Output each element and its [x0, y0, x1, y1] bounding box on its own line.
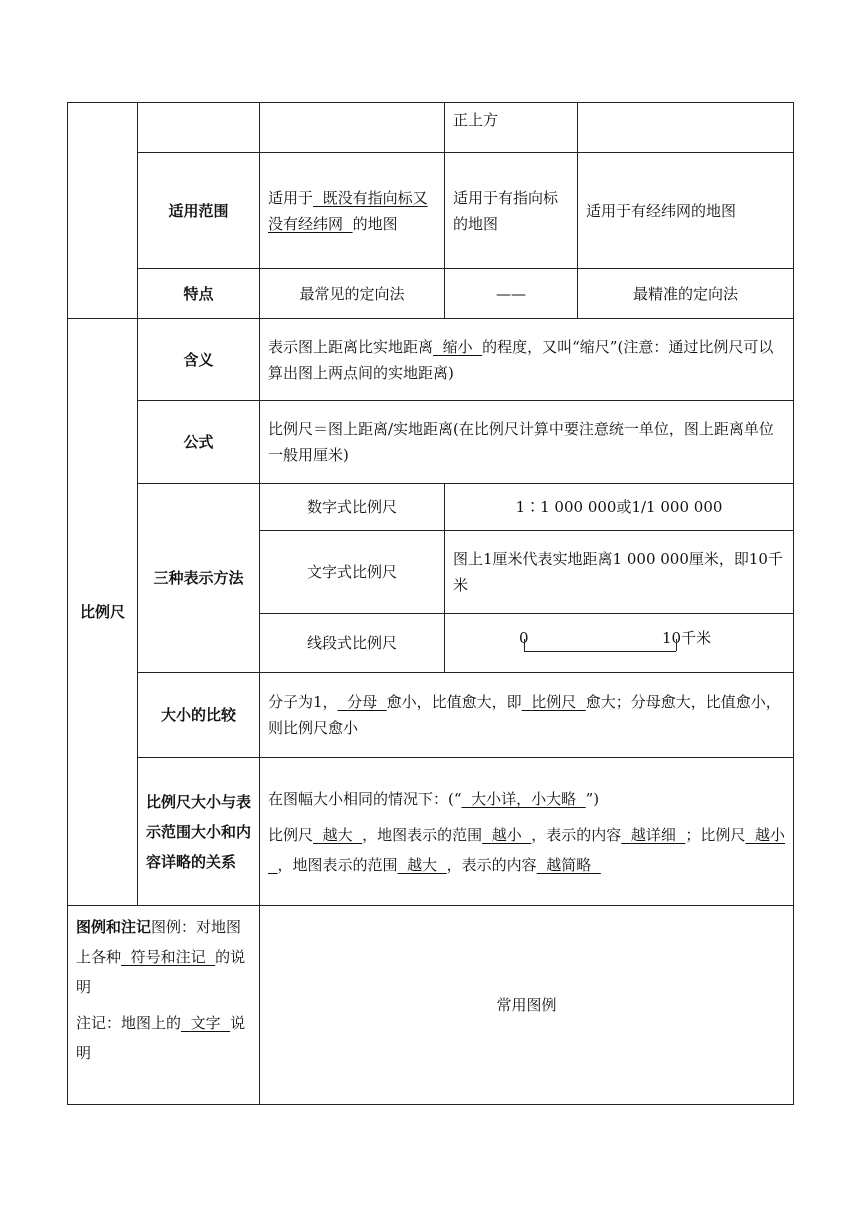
feature-cell-3: 最精准的定向法	[578, 269, 794, 319]
legend-row	[68, 906, 794, 1105]
relation-fill-5: 越大	[407, 855, 438, 874]
scale-compare-row	[68, 673, 794, 758]
feature-cell-1: 最常见的定向法	[260, 269, 445, 319]
legend-left-cell	[68, 906, 260, 1105]
note-definition: 注记：地图上的 文字 说明	[76, 1014, 246, 1062]
scope-cell-1: 适用于 既没有指向标又没有经纬网 的地图	[260, 153, 445, 269]
direction-tail-col3	[578, 103, 794, 153]
legend-definition: 图例和注记图例：对地图上各种 符号和注记 的说明	[76, 918, 246, 996]
note-fill: 文字	[190, 1014, 221, 1032]
feature-row	[68, 269, 794, 319]
compare-text: 分子为1， 分母 愈小，比值愈大，即 比例尺 愈大；分母愈大，比值愈小，则比例尺愈小	[260, 673, 794, 758]
direction-tail-text: 正上方	[453, 111, 499, 129]
line-scale-bar	[524, 651, 676, 652]
map-direction-section-cell	[68, 103, 138, 319]
relation-label: 比例尺大小与表示范围大小和内容详略的关系	[138, 758, 260, 906]
relation-intro-fill: 大小详，小大略	[471, 789, 577, 808]
compare-fill-2: 比例尺	[531, 693, 577, 711]
methods-label: 三种表示方法	[138, 484, 260, 673]
relation-fill-1: 越大	[322, 825, 353, 844]
direction-tail-label-cell	[138, 103, 260, 153]
line-scale-cell	[445, 614, 794, 673]
compare-label: 大小的比较	[138, 673, 260, 758]
scale-section-label: 比例尺	[68, 319, 138, 906]
text-scale-label: 文字式比例尺	[260, 531, 445, 614]
meaning-label: 含义	[138, 319, 260, 401]
scope-row	[68, 153, 794, 269]
line-scale-tick-left	[524, 639, 525, 651]
line-scale-label: 线段式比例尺	[260, 614, 445, 673]
line-scale-end: 10千米	[662, 629, 712, 647]
legend-fill: 符号和注记	[130, 948, 206, 966]
scale-formula-row	[68, 401, 794, 484]
common-legend-cell: 常用图例	[260, 906, 794, 1105]
meaning-fill: 缩小	[442, 337, 473, 356]
direction-tail-row	[68, 103, 794, 153]
direction-tail-col2	[445, 103, 578, 153]
map-elements-table	[67, 102, 794, 1105]
formula-label: 公式	[138, 401, 260, 484]
relation-fill-2: 越小	[491, 825, 522, 844]
line-scale-tick-right	[676, 639, 677, 651]
scope-label: 适用范围	[138, 153, 260, 269]
formula-text: 比例尺＝图上距离/实地距离(在比例尺计算中要注意统一单位，图上距离单位一般用厘米)	[260, 401, 794, 484]
numeric-scale-value: 1∶1 000 000或1/1 000 000	[445, 484, 794, 531]
relation-fill-4: 越小	[754, 825, 785, 844]
feature-cell-2: ——	[445, 269, 578, 319]
line-scale-graphic	[519, 623, 719, 663]
relation-lines: 比例尺 越大 ，地图表示的范围 越小 ，表示的内容 越详细 ；比例尺 越小 ，地图表示的范围 越大 ，表示的内容 越简略	[268, 825, 785, 874]
direction-tail-col1	[260, 103, 445, 153]
scope-cell-3: 适用于有经纬网的地图	[578, 153, 794, 269]
relation-text	[260, 758, 794, 906]
scope-cell-2: 适用于有指向标的地图	[445, 153, 578, 269]
compare-fill-1: 分母	[347, 693, 378, 711]
scale-relation-row	[68, 758, 794, 906]
scale-meaning-row	[68, 319, 794, 401]
meaning-text: 表示图上距离比实地距离 缩小 的程度，又叫“缩尺”(注意：通过比例尺可以算出图上两点间的实地距离)	[260, 319, 794, 401]
scope-fill-1: 既没有指向标又没有经纬网	[268, 188, 428, 233]
numeric-scale-row	[68, 484, 794, 531]
relation-fill-6: 越简略	[546, 855, 592, 874]
text-scale-value: 图上1厘米代表实地距离1 000 000厘米，即10千米	[445, 531, 794, 614]
relation-fill-3: 越详细	[630, 825, 676, 844]
line-scale-start: 0	[519, 629, 529, 647]
relation-intro: 在图幅大小相同的情况下：(“ 大小详，小大略 ”)	[268, 789, 600, 808]
feature-label: 特点	[138, 269, 260, 319]
numeric-scale-label: 数字式比例尺	[260, 484, 445, 531]
legend-title: 图例和注记	[76, 918, 152, 936]
